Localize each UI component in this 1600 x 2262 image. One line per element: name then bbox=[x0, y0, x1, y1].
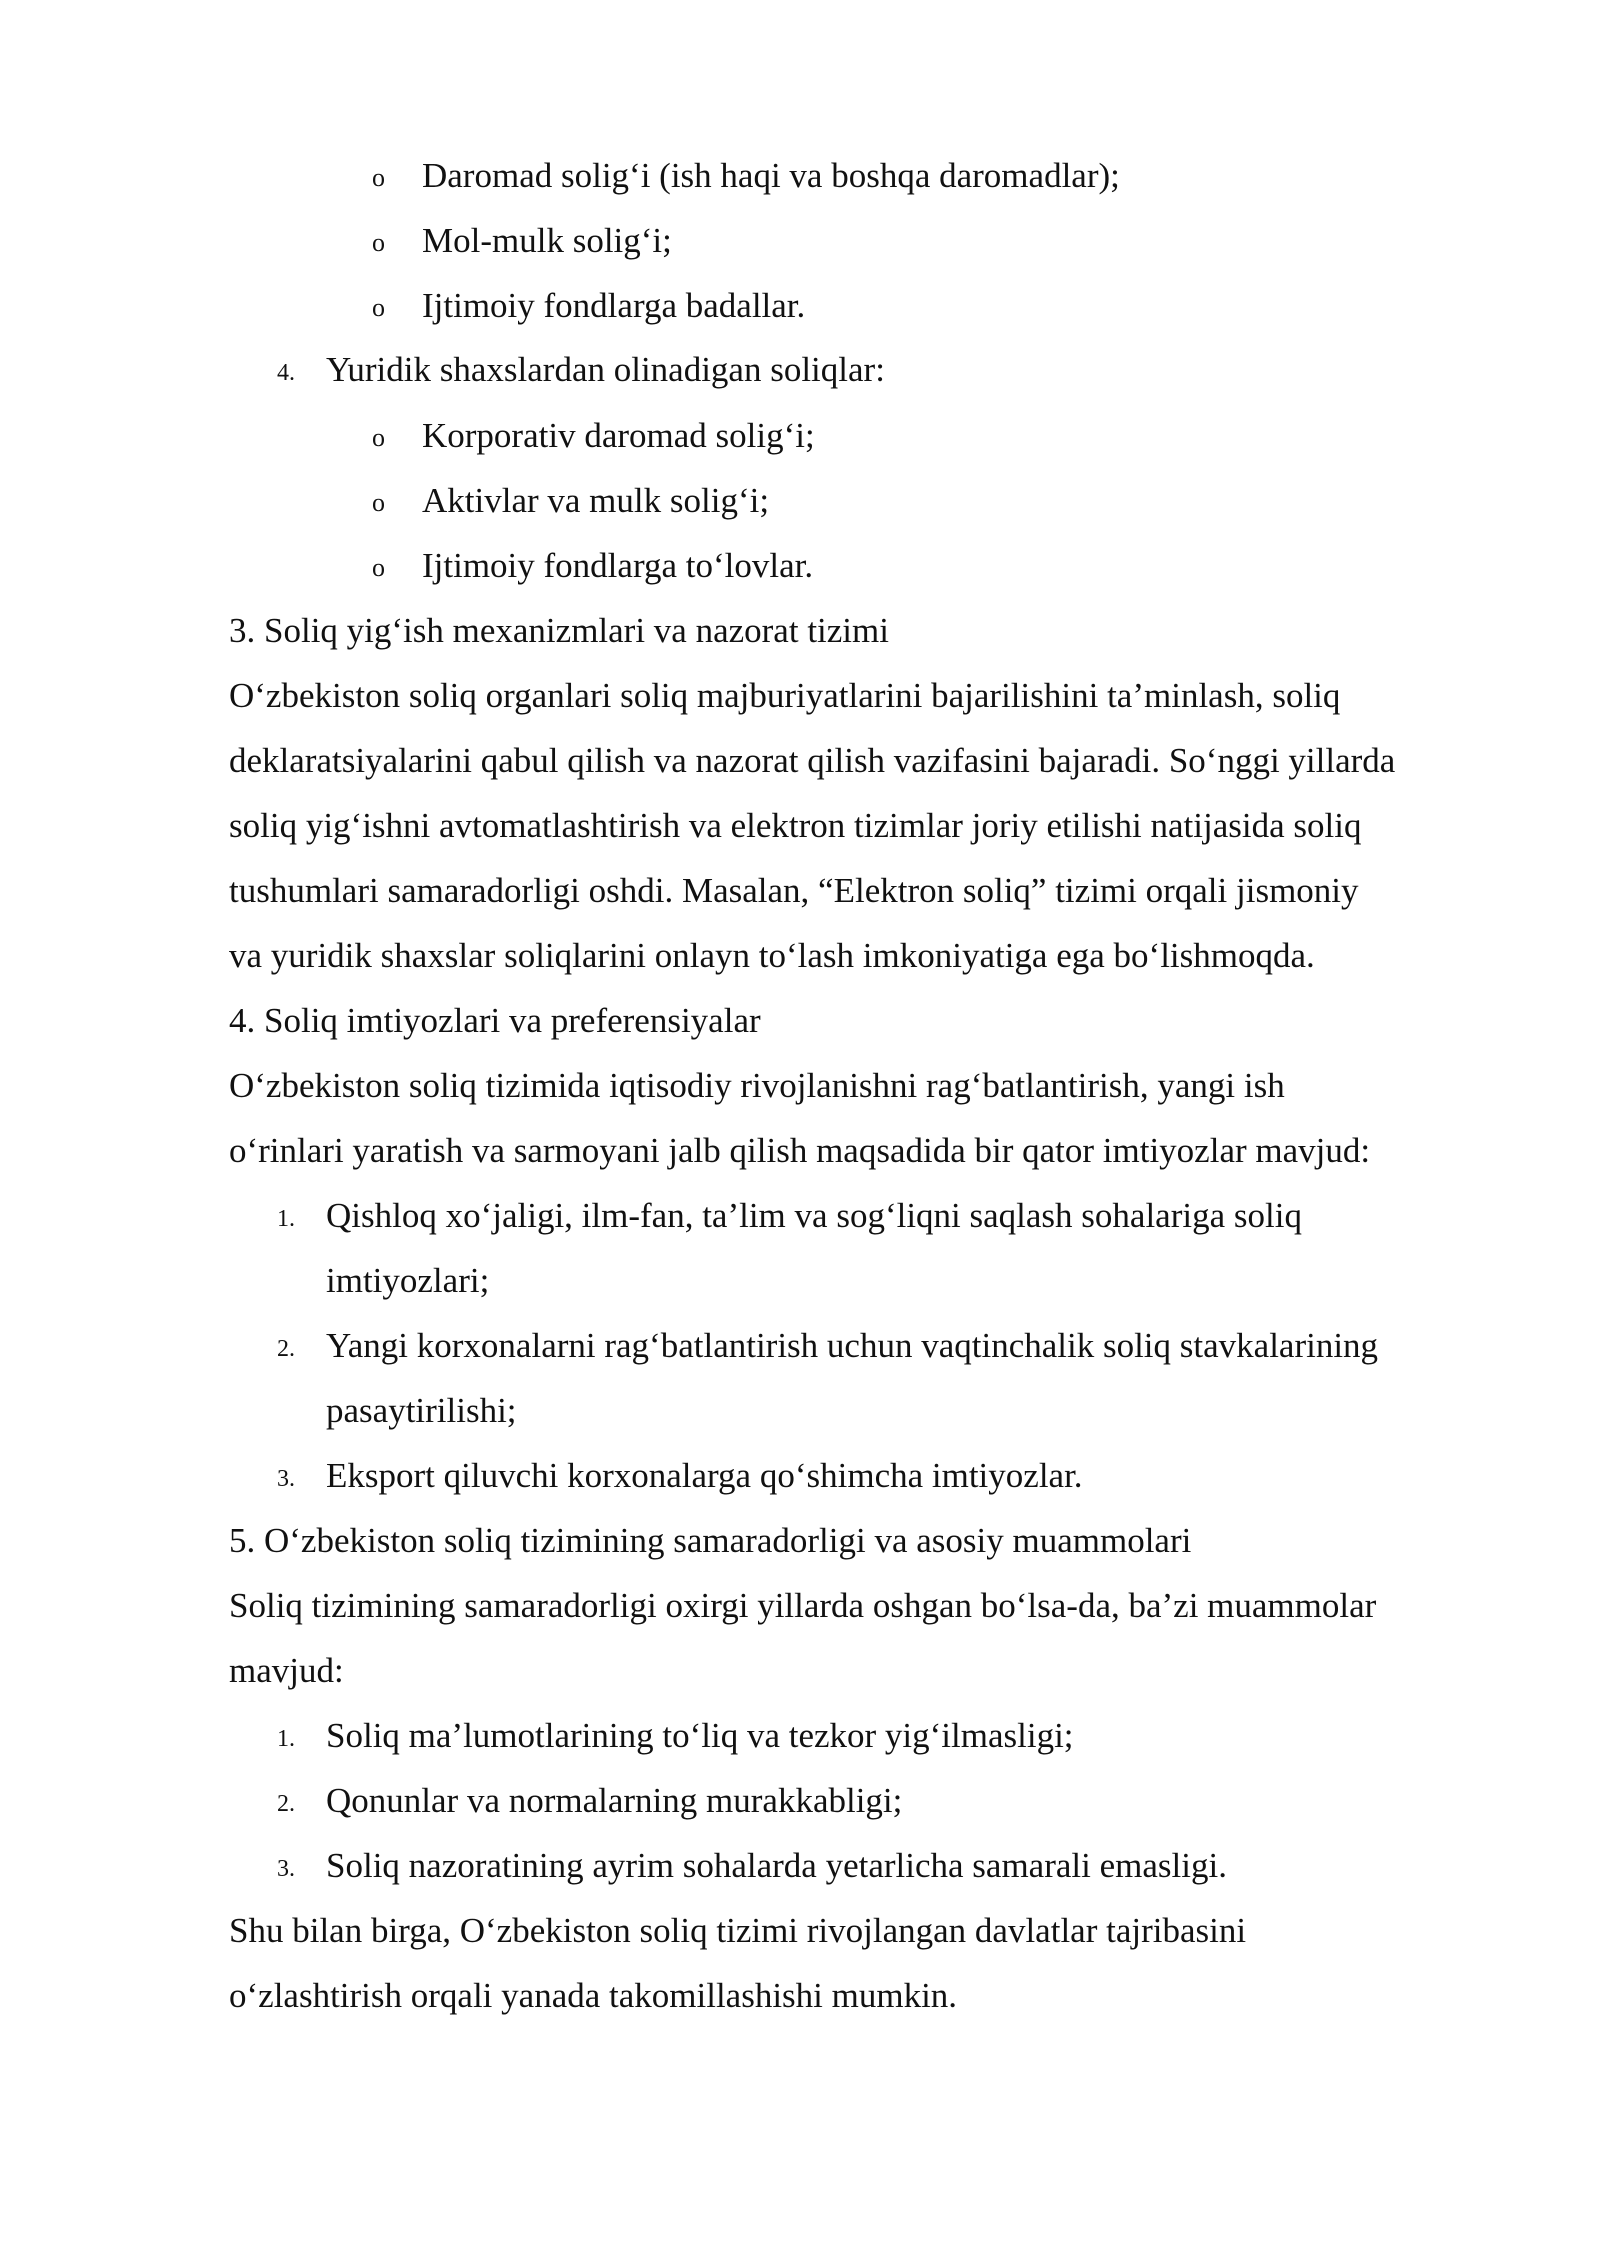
section-heading: 5. O‘zbekiston soliq tizimining samaradorligi va asosiy muammolari bbox=[229, 1521, 1192, 1560]
paragraph-line: o‘zlashtirish orqali yanada takomillashishi mumkin. bbox=[229, 1976, 958, 2015]
list-item: Soliq ma’lumotlarining to‘liq va tezkor yig‘ilmasligi; bbox=[326, 1716, 1074, 1755]
paragraph-line: soliq yig‘ishni avtomatlashtirish va elektron tizimlar joriy etilishi natijasida soliq bbox=[229, 806, 1362, 845]
paragraph-line: va yuridik shaxslar soliqlarini onlayn to‘lash imkoniyatiga ega bo‘lishmoqda. bbox=[229, 936, 1315, 975]
list-item: Ijtimoiy fondlarga badallar. bbox=[422, 286, 806, 325]
list-item: Yuridik shaxslardan olinadigan soliqlar: bbox=[326, 350, 885, 389]
list-number: 3. bbox=[277, 1466, 295, 1492]
list-bullet: o bbox=[372, 553, 385, 582]
list-number: 1. bbox=[277, 1206, 295, 1232]
list-item: Soliq nazoratining ayrim sohalarda yetarlicha samarali emasligi. bbox=[326, 1846, 1227, 1885]
list-item-continuation: pasaytirilishi; bbox=[326, 1391, 517, 1430]
paragraph-line: Shu bilan birga, O‘zbekiston soliq tizimi rivojlangan davlatlar tajribasini bbox=[229, 1911, 1247, 1950]
list-item-continuation: imtiyozlari; bbox=[326, 1261, 490, 1300]
list-bullet: o bbox=[372, 423, 385, 452]
list-number: 4. bbox=[277, 360, 295, 386]
list-item: Qishloq xo‘jaligi, ilm-fan, ta’lim va sog‘liqni saqlash sohalariga soliq bbox=[326, 1196, 1302, 1235]
list-item: Qonunlar va normalarning murakkabligi; bbox=[326, 1781, 903, 1820]
list-number: 2. bbox=[277, 1336, 295, 1362]
list-bullet: o bbox=[372, 293, 385, 322]
list-number: 2. bbox=[277, 1791, 295, 1817]
list-item: Daromad solig‘i (ish haqi va boshqa daromadlar); bbox=[422, 156, 1120, 195]
list-item: Yangi korxonalarni rag‘batlantirish uchun vaqtinchalik soliq stavkalarining bbox=[326, 1326, 1379, 1365]
section-heading: 4. Soliq imtiyozlari va preferensiyalar bbox=[229, 1001, 761, 1040]
list-item: Ijtimoiy fondlarga to‘lovlar. bbox=[422, 546, 814, 585]
list-number: 1. bbox=[277, 1726, 295, 1752]
paragraph-line: O‘zbekiston soliq tizimida iqtisodiy rivojlanishni rag‘batlantirish, yangi ish bbox=[229, 1066, 1285, 1105]
paragraph-line: Soliq tizimining samaradorligi oxirgi yillarda oshgan bo‘lsa-da, ba’zi muammolar bbox=[229, 1586, 1377, 1625]
list-bullet: o bbox=[372, 488, 385, 517]
paragraph-line: O‘zbekiston soliq organlari soliq majburiyatlarini bajarilishini ta’minlash, soliq bbox=[229, 676, 1341, 715]
section-heading: 3. Soliq yig‘ish mexanizmlari va nazorat tizimi bbox=[229, 611, 889, 650]
list-bullet: o bbox=[372, 228, 385, 257]
list-item: Korporativ daromad solig‘i; bbox=[422, 416, 815, 455]
paragraph-line: tushumlari samaradorligi oshdi. Masalan, “Elektron soliq” tizimi orqali jismoniy bbox=[229, 871, 1359, 910]
list-bullet: o bbox=[372, 163, 385, 192]
paragraph-line: mavjud: bbox=[229, 1651, 344, 1690]
list-item: Aktivlar va mulk solig‘i; bbox=[422, 481, 770, 520]
list-number: 3. bbox=[277, 1856, 295, 1882]
list-item: Eksport qiluvchi korxonalarga qo‘shimcha imtiyozlar. bbox=[326, 1456, 1083, 1495]
list-item: Mol-mulk solig‘i; bbox=[422, 221, 672, 260]
paragraph-line: deklaratsiyalarini qabul qilish va nazorat qilish vazifasini bajaradi. So‘nggi yillarda bbox=[229, 741, 1396, 780]
paragraph-line: o‘rinlari yaratish va sarmoyani jalb qilish maqsadida bir qator imtiyozlar mavjud: bbox=[229, 1131, 1371, 1170]
